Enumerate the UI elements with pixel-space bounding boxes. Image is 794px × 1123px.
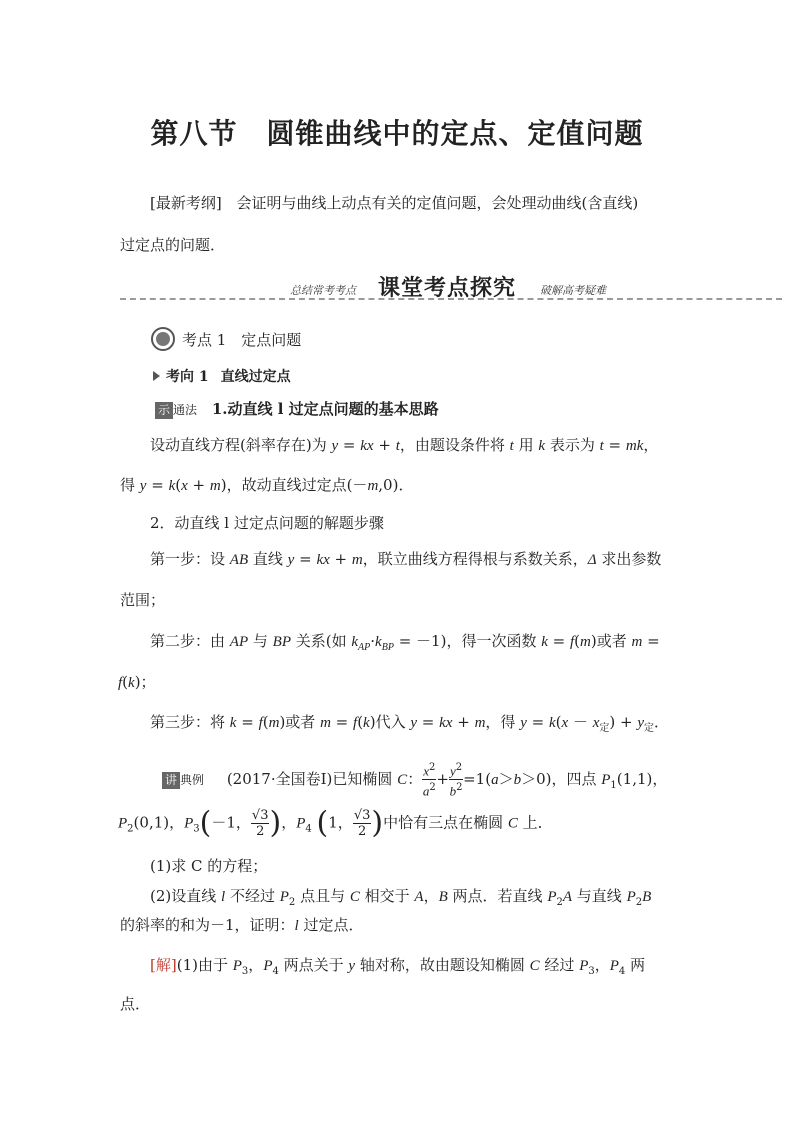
triangle-icon	[153, 371, 160, 381]
example-tag-suffix: 典例	[180, 772, 205, 787]
example-source: (2017·全国卷Ⅰ)	[226, 769, 333, 788]
example-line-2: $P_2(0,1)$，$P_3(-1$， $\frac{√3}{2}$ )，$P_4$ (1， $\frac{√3}{2}$ )中恰有三点在椭圆 C 上．	[118, 805, 553, 841]
question-1: (1)求 C 的方程；	[150, 857, 268, 875]
kaodian-circle-icon	[151, 327, 175, 351]
step-1-line-1: 第一步：设 AB 直线 y = kx + m，联立曲线方程得根与系数关系，Δ 求出参数	[150, 550, 662, 568]
text-line-idea-2: 得 y = k(x + m)，故动直线过定点(－m,0)．	[120, 476, 414, 494]
tongfa-tag-suffix: 通法	[173, 403, 198, 417]
tongfa-tag-icon: 示	[155, 402, 173, 419]
question-2-line-1: (2)设直线 l 不经过 $P_2$ 点且与 C 相交于 A，B 两点．若直线 $P_2A$ 与直线 $P_2B$	[150, 887, 652, 908]
tongfa-heading	[155, 398, 439, 421]
step2-heading: 2．动直线 l 过定点问题的解题步骤	[150, 514, 384, 532]
example-tag-icon: 讲	[162, 772, 180, 789]
syllabus-line-2: 过定点的问题．	[120, 236, 226, 254]
step-2-line-1: 第二步：由 AP 与 BP 关系(如 $k_{AP}\cdot k_{BP} = -1$)，得一次函数 k = f(m)或者 m =	[150, 632, 660, 653]
banner-right-text: 破解高考疑难	[540, 284, 606, 297]
solution-label: [解]	[150, 956, 177, 974]
example-line-1: 讲 典例 (2017·全国卷Ⅰ)已知椭圆 C： $\frac{x^2}{a^2}$ + $\frac{y^2}{b^2}$ =1(a＞b＞0)，四点 $P_1(1,1)$，	[162, 760, 667, 800]
syllabus-text-1: 会证明与曲线上动点有关的定值问题，会处理动曲线(含直线)	[236, 194, 639, 212]
page-title: 第八节 圆锥曲线中的定点、定值问题	[150, 117, 644, 150]
syllabus-label: [最新考纲]	[150, 194, 222, 212]
tongfa-heading-text: 1.动直线 l 过定点问题的基本思路	[211, 400, 439, 418]
step-1-line-2: 范围；	[120, 591, 166, 609]
kaoxiang-heading	[153, 366, 291, 388]
banner-left-text: 总结常考考点	[290, 284, 356, 297]
step-3-line: 第三步：将 k = f(m)或者 m = f(k)代入 y = kx + m，得 $y = k(x - x_定) + y_定$．	[150, 713, 670, 734]
syllabus-line-1	[150, 192, 638, 214]
kaoxiang-text: 直线过定点	[220, 369, 291, 385]
section-banner	[120, 268, 782, 308]
solution-line-2: 点．	[120, 995, 151, 1013]
kaoxiang-label: 考向 1	[166, 369, 209, 385]
solution-line-1: [解](1)由于 $P_3$，$P_4$ 两点关于 y 轴对称，故由题设知椭圆 C 经过 $P_3$，$P_4$ 两	[150, 956, 646, 977]
question-2-line-2: 的斜率的和为－1，证明：l 过定点．	[120, 916, 364, 934]
step-2-line-2: f(k)；	[118, 673, 156, 691]
kaodian-heading: 考点 1 定点问题	[182, 331, 302, 349]
text-line-idea-1: 设动直线方程(斜率存在)为 y = kx + t，由题设条件将 t 用 k 表示为 t = mk，	[150, 436, 659, 454]
banner-main-text: 课堂考点探究	[378, 276, 517, 301]
